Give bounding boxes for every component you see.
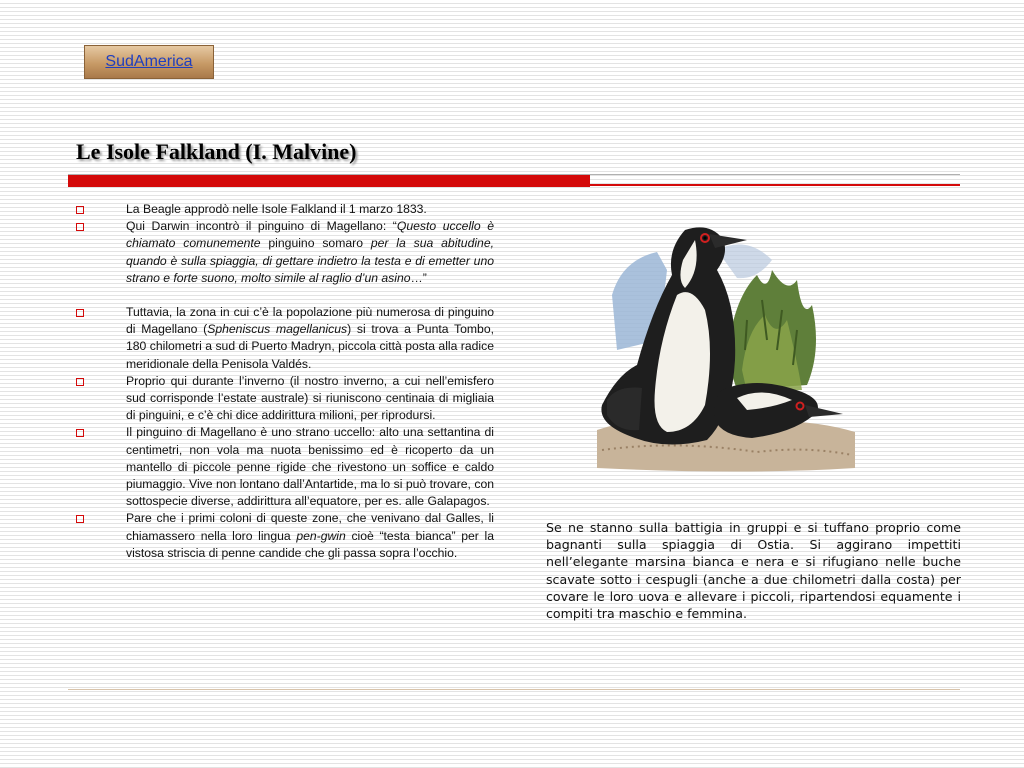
footer-divider-line: [68, 689, 960, 690]
bullet-text: ) si trova a Punta Tombo, 180 chilometri a sud di Puerto Madryn, piccola città posta alla radice meridionale della Penisola Valdés.: [126, 322, 494, 371]
square-bullet-icon: [76, 378, 84, 386]
bullet-list: [76, 201, 494, 562]
bullet-text: cioè “testa bianca” per la vistosa striscia di penne candide che gli passa sopra l’occhio.: [126, 528, 494, 560]
bullet-text-italic: per la sua abitudine, quando è sulla spiaggia, di gettare indietro la testa e di emetter uno strano e forte suono, molto simile al raglio d’un asino: [126, 236, 494, 285]
bullet-item: [76, 510, 494, 562]
bullet-text: Il pinguino di Magellano è uno strano uccello: alto una settantina di centimetri, non vola ma nuota benissimo ed è ricoperto da un mantello di piccole penne rigide che rivestono un soffice e caldo piumaggio. Vive non lontano dall’Antartide, ma lo si può trovare, con sottospecie diverse, addirittura all’equatore, per es. alle Galapagos.: [126, 425, 494, 509]
bullet-text: Qui Darwin incontrò il pinguino di Magellano: “: [126, 219, 397, 234]
bullet-text: Tuttavia, la zona in cui c’è la popolazione più numerosa di pinguino di Magellano (: [126, 305, 494, 337]
page-title: Le Isole Falkland (I. Malvine): [76, 139, 357, 164]
bullet-item: [76, 304, 494, 373]
square-bullet-icon: [76, 429, 84, 437]
bullet-text-italic: Questo uccello è chiamato comunemente: [126, 219, 494, 251]
square-bullet-icon: [76, 515, 84, 523]
title-red-line: [590, 184, 960, 186]
sudamerica-link[interactable]: SudAmerica: [105, 53, 193, 70]
square-bullet-icon: [76, 206, 84, 214]
bullet-text: …”: [410, 270, 427, 285]
title-red-bar: [68, 175, 590, 187]
species-name: Spheniscus magellanicus: [207, 322, 348, 337]
bullet-text: La Beagle approdò nelle Isole Falkland il 1 marzo 1833.: [126, 202, 427, 216]
bullet-item: [76, 424, 494, 510]
bullet-item: [76, 373, 494, 425]
sky-patch: [717, 244, 772, 278]
bullet-text: Proprio qui durante l’inverno (il nostro inverno, a cui nell’emisfero sud corrisponde l’estate australe) si riuniscono centinaia di migliaia di pinguini, e c’è chi dice addirittura milioni, per riprodursi.: [126, 373, 494, 423]
bullet-item: [76, 218, 494, 287]
bullet-item: [76, 201, 494, 218]
bullet-text-italic: pen-gwin: [296, 528, 346, 543]
lying-penguin-beak: [805, 405, 843, 417]
sudamerica-nav-button[interactable]: [84, 45, 214, 79]
bullet-text: Pare che i primi coloni di queste zone, che venivano dal Galles, li chiamassero nella loro lingua: [126, 511, 494, 543]
penguin-illustration: [597, 200, 855, 475]
side-paragraph: Se ne stanno sulla battigia in gruppi e si tuffano proprio come bagnanti sulla spiaggia di Ostia. Si aggirano impettiti nell’elegante marsina bianca e nera e si rifugiano nelle buche scavate sotto i cespugli (anche a due chilometri dalla costa) per covare le loro uova e allevare i piccoli, ripartendosi equamente i compiti tra maschio e femmina.: [546, 520, 961, 622]
penguin-pupil: [703, 236, 706, 239]
square-bullet-icon: [76, 223, 84, 231]
bullet-text: pinguino somaro: [260, 236, 371, 251]
square-bullet-icon: [76, 309, 84, 317]
